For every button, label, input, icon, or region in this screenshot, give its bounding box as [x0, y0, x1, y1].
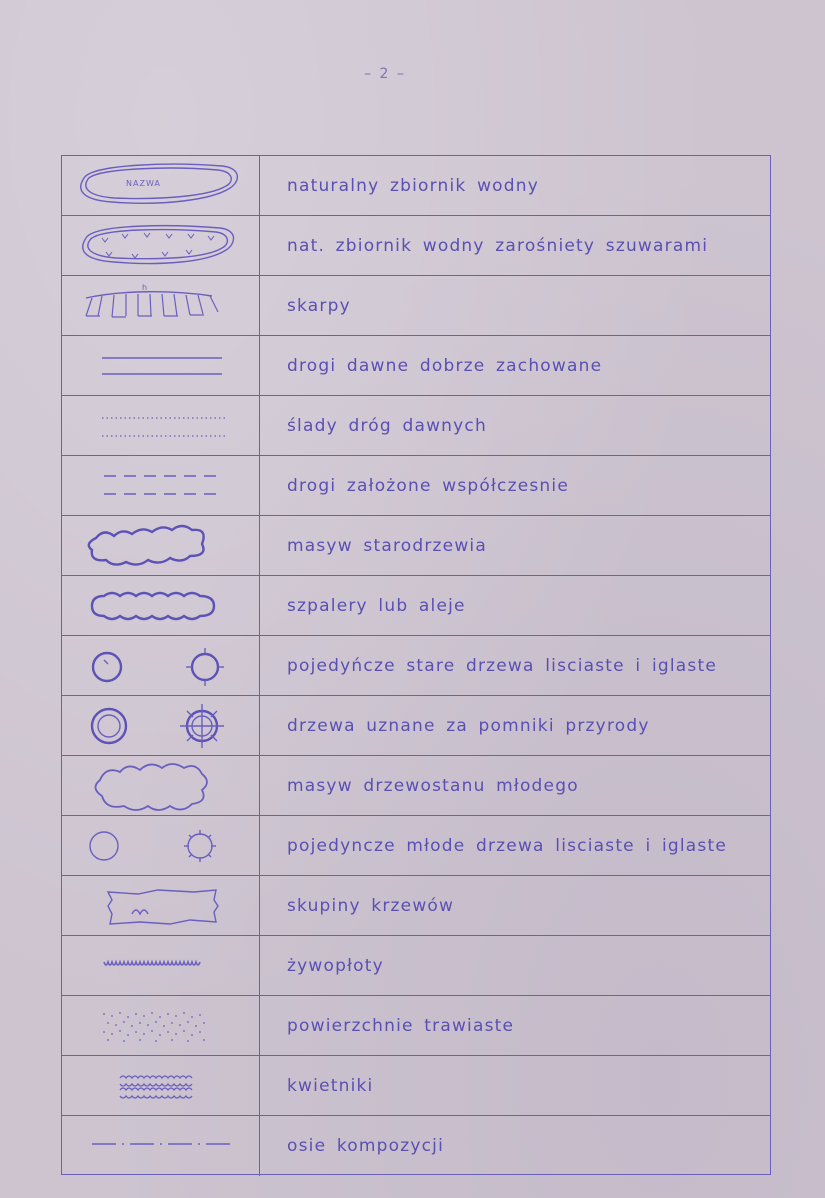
legend-label: osie kompozycji — [287, 1136, 445, 1156]
legend-table — [61, 155, 771, 1175]
legend-row — [62, 456, 770, 516]
escarpment-icon — [62, 276, 260, 336]
symbol-text: h — [142, 283, 149, 292]
double-dashed-line-icon — [62, 456, 260, 516]
legend-label: powierzchnie trawiaste — [287, 1015, 515, 1036]
legend-label: drogi dawne dobrze zachowane — [287, 355, 603, 376]
symbol-text: NAZWA — [126, 179, 161, 188]
tree-row-icon — [62, 576, 260, 636]
legend-row — [62, 336, 770, 396]
symbol-cell — [62, 996, 260, 1055]
legend-row — [62, 696, 770, 756]
flowerbed-icon — [62, 1056, 260, 1116]
legend-row — [62, 396, 770, 456]
hedge-icon — [62, 936, 260, 996]
symbol-cell — [62, 516, 260, 575]
legend-row — [62, 816, 770, 876]
legend-row — [62, 276, 770, 336]
symbol-cell — [62, 576, 260, 635]
overgrown-water-body-icon — [62, 216, 260, 276]
symbol-cell — [62, 156, 260, 215]
legend-label: drzewa uznane za pomniki przyrody — [287, 715, 650, 736]
symbol-cell — [62, 816, 260, 875]
double-solid-line-icon — [62, 336, 260, 396]
symbol-cell — [62, 336, 260, 395]
legend-label: nat. zbiornik wodny zarośniety szuwarami — [287, 235, 709, 256]
legend-row — [62, 216, 770, 276]
legend-label: skarpy — [287, 295, 351, 316]
symbol-cell — [62, 276, 260, 335]
symbol-cell — [62, 756, 260, 815]
page-number: – 2 – — [364, 66, 406, 82]
legend-row — [62, 876, 770, 936]
double-dotted-line-icon — [62, 396, 260, 456]
legend-row — [62, 576, 770, 636]
symbol-cell — [62, 456, 260, 515]
young-tree-mass-icon — [62, 756, 260, 816]
legend-row — [62, 636, 770, 696]
symbol-cell — [62, 876, 260, 935]
legend-label: pojedyncze młode drzewa lisciaste i iglaste — [287, 835, 728, 856]
single-young-trees-icon — [62, 816, 260, 876]
old-tree-mass-icon — [62, 516, 260, 576]
legend-label: masyw starodrzewia — [287, 535, 487, 556]
shrub-group-icon — [62, 876, 260, 936]
legend-label: skupiny krzewów — [287, 895, 455, 916]
legend-row — [62, 156, 770, 216]
single-old-trees-icon — [62, 636, 260, 696]
legend-label: żywopłoty — [287, 955, 384, 976]
legend-label: ślady dróg dawnych — [287, 415, 487, 436]
symbol-cell — [62, 1056, 260, 1115]
symbol-cell — [62, 936, 260, 995]
legend-label: drogi założone współczesnie — [287, 475, 569, 496]
legend-row — [62, 996, 770, 1056]
legend-label: szpalery lub aleje — [287, 595, 466, 616]
composition-axis-icon — [62, 1116, 260, 1176]
natural-water-body-icon — [62, 156, 260, 216]
legend-row — [62, 936, 770, 996]
legend-row — [62, 1056, 770, 1116]
legend-label: naturalny zbiornik wodny — [287, 175, 540, 196]
legend-row — [62, 516, 770, 576]
symbol-cell — [62, 636, 260, 695]
symbol-cell — [62, 216, 260, 275]
symbol-cell — [62, 1116, 260, 1176]
symbol-cell — [62, 396, 260, 455]
legend-label: kwietniki — [287, 1075, 374, 1096]
legend-label: masyw drzewostanu młodego — [287, 775, 579, 796]
legend-row — [62, 756, 770, 816]
legend-label: pojedyńcze stare drzewa lisciaste i iglaste — [287, 655, 717, 676]
natural-monument-trees-icon — [62, 696, 260, 756]
legend-row — [62, 1116, 770, 1176]
symbol-cell — [62, 696, 260, 755]
grass-area-icon — [62, 996, 260, 1056]
